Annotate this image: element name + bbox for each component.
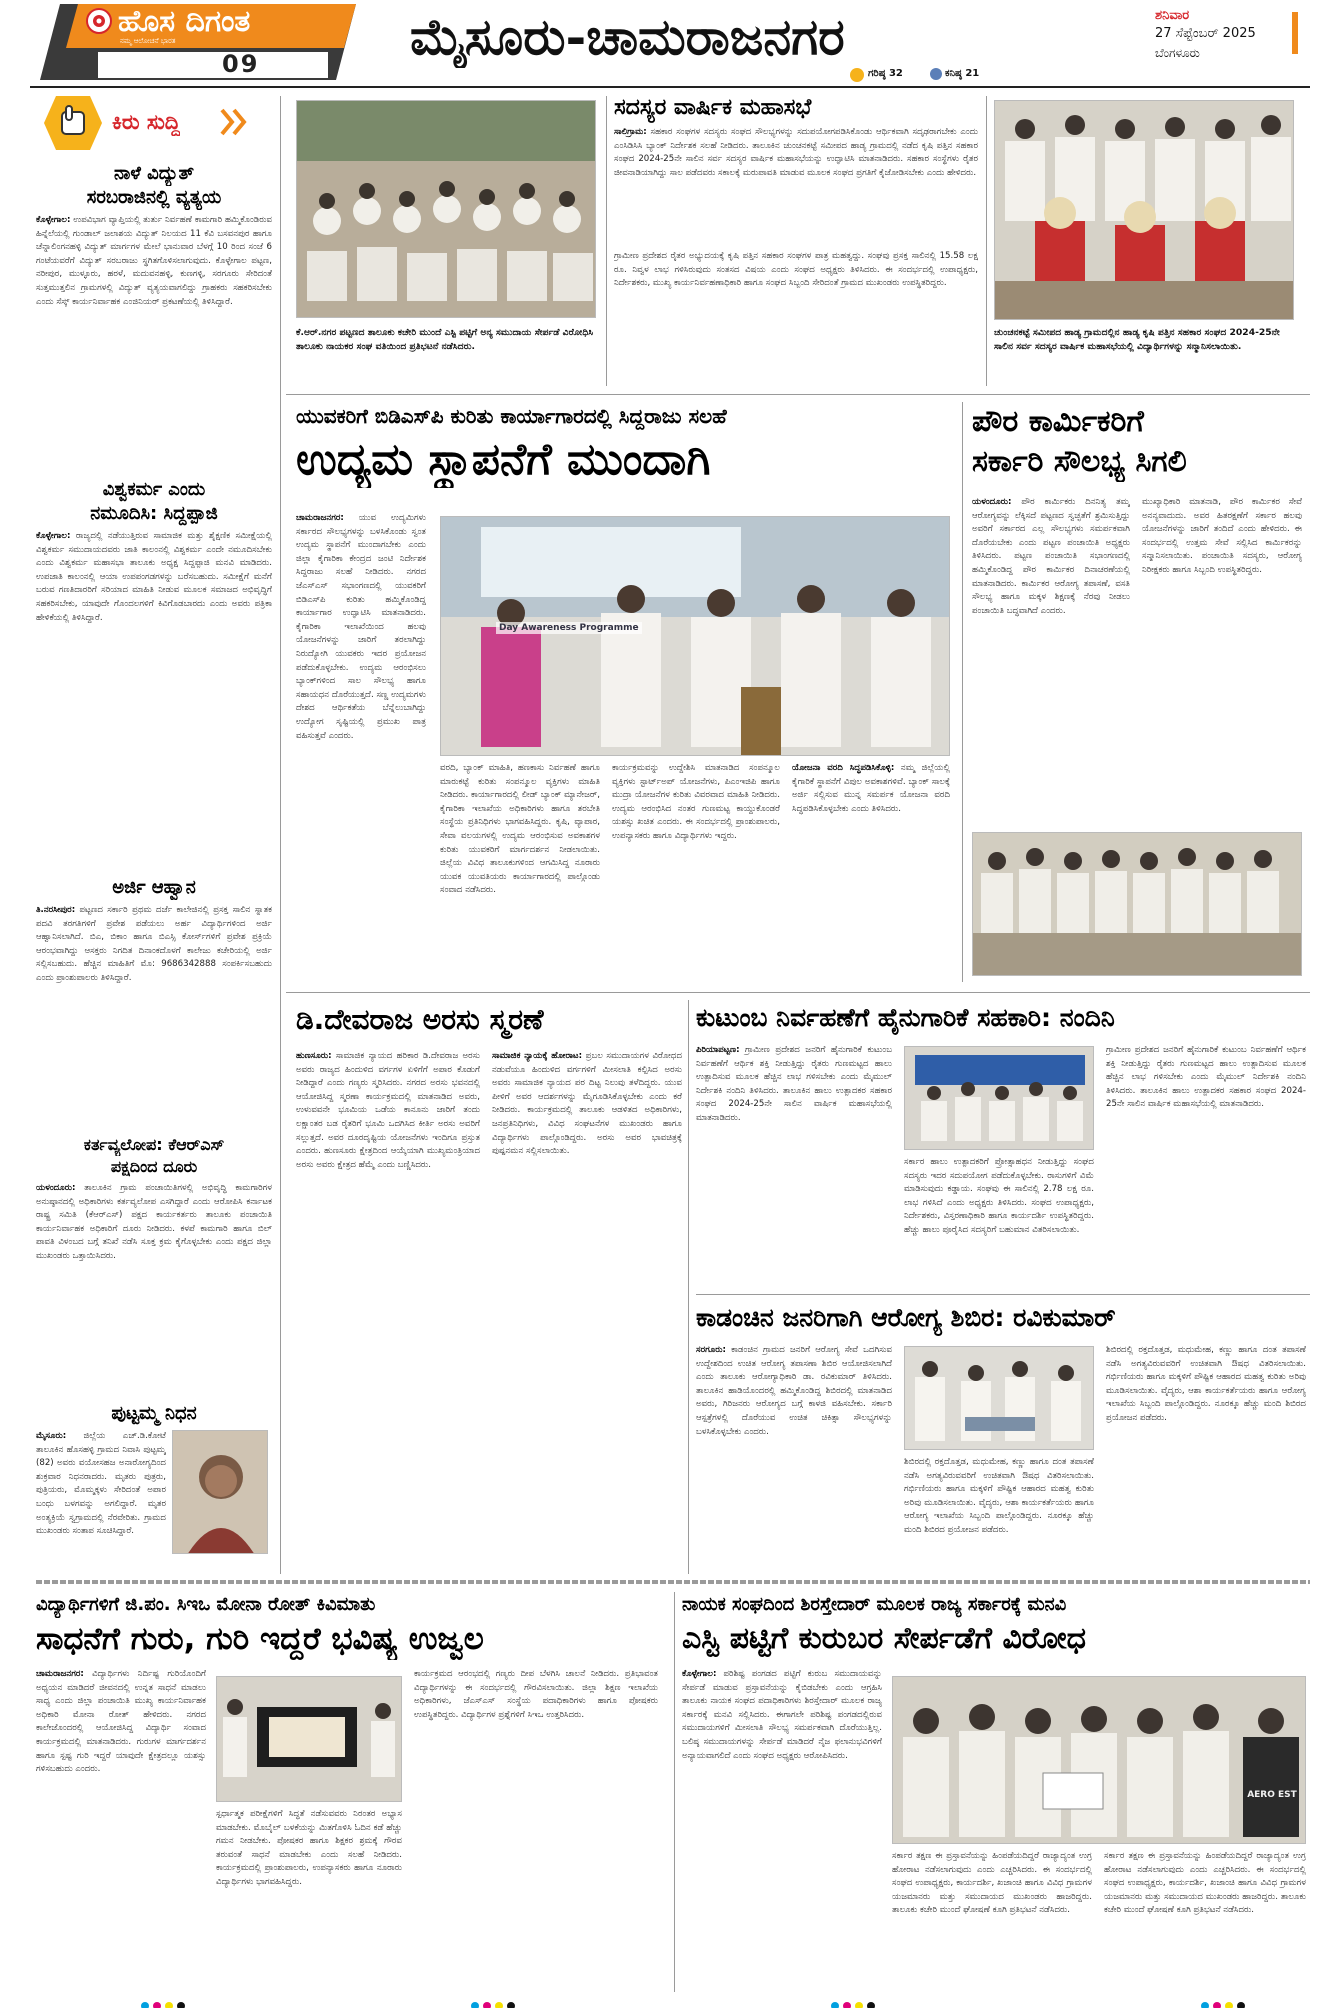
masthead-accent-bar: [1292, 12, 1298, 54]
story-body-text: ಶಿಬಿರದಲ್ಲಿ ರಕ್ತದೊತ್ತಡ, ಮಧುಮೇಹ, ಕಣ್ಣು ಹಾಗೂ ದಂತ ತಪಾಸಣೆ ನಡೆಸಿ ಅಗತ್ಯವಿರುವವರಿಗೆ ಉಚಿತವಾಗಿ ಔಷಧ ವಿತರಿಸಲಾಯಿತು. ಗರ್ಭಿಣಿಯರು ಹಾಗೂ ಮಕ್ಕಳಿಗೆ ಪೌಷ್ಟಿಕ ಆಹಾರದ ಮಹತ್ವ ಕುರಿತು ಅರಿವು ಮೂಡಿಸಲಾಯಿತು. ವೈದ್ಯರು, ಆಶಾ ಕಾರ್ಯಕರ್ತೆಯರು ಹಾಗೂ ಆರೋಗ್ಯ ಇಲಾಖೆಯ ಸಿಬ್ಬಂದಿ ಪಾಲ್ಗೊಂಡಿದ್ದರು. ನೂರಕ್ಕೂ ಹೆಚ್ಚು ಮಂದಿ ಶಿಬಿರದ ಪ್ರಯೋಜನ ಪಡೆದರು.: [904, 1457, 1094, 1535]
story-body-text: ಗ್ರಾಮೀಣ ಪ್ರದೇಶದ ಜನರಿಗೆ ಹೈನುಗಾರಿಕೆ ಕುಟುಂಬ ನಿರ್ವಹಣೆಗೆ ಆರ್ಥಿಕ ಶಕ್ತಿ ನೀಡುತ್ತಿದ್ದು ರೈತರು ಗುಣಮಟ್ಟದ ಹಾಲು ಉತ್ಪಾದಿಸುವ ಮೂಲಕ ಹೆಚ್ಚಿನ ಲಾಭ ಗಳಿಸಬೇಕು ಎಂದು ಮೈಮುಲ್ ನಿರ್ದೇಶಕಿ ನಂದಿನಿ ತಿಳಿಸಿದರು. ತಾಲೂಕಿನ ಹಾಲು ಉತ್ಪಾದಕರ ಸಹಕಾರ ಸಂಘದ 2024-25ನೇ ಸಾಲಿನ ವಾರ್ಷಿಕ ಮಹಾಸಭೆಯಲ್ಲಿ ಮಾತನಾಡಿದರು.: [1106, 1045, 1306, 1110]
story-body-text: ಕಾರ್ಯಕ್ರಮದ ಆರಂಭದಲ್ಲಿ ಗಣ್ಯರು ದೀಪ ಬೆಳಗಿಸಿ ಚಾಲನೆ ನೀಡಿದರು. ಪ್ರತಿಭಾವಂತ ವಿದ್ಯಾರ್ಥಿಗಳನ್ನು ಈ ಸಂದರ್ಭದಲ್ಲಿ ಗೌರವಿಸಲಾಯಿತು. ಜಿಲ್ಲಾ ಶಿಕ್ಷಣ ಇಲಾಖೆಯ ಅಧಿಕಾರಿಗಳು, ಜೆಎಸ್ಎಸ್ ಸಂಸ್ಥೆಯ ಪದಾಧಿಕಾರಿಗಳು ಹಾಗೂ ಪೋಷಕರು ಉಪಸ್ಥಿತರಿದ್ದರು. ವಿದ್ಯಾರ್ಥಿಗಳ ಪ್ರಶ್ನೆಗಳಿಗೆ ಸಿಇಒ ಉತ್ತರಿಸಿದರು.: [414, 1669, 658, 1720]
dateline: ಕೊಳ್ಳೇಗಾಲ:: [36, 215, 71, 225]
dateline: ಸರಗೂರು:: [696, 1345, 726, 1355]
workers-photo: [972, 832, 1302, 976]
story-body-text: ಸರ್ಕಾರ ಹಾಲು ಉತ್ಪಾದಕರಿಗೆ ಪ್ರೋತ್ಸಾಹಧನ ನೀಡುತ್ತಿದ್ದು ಸಂಘದ ಸದಸ್ಯರು ಇದರ ಸದುಪಯೋಗ ಪಡೆದುಕೊಳ್ಳಬೇಕು. ರಾಸುಗಳಿಗೆ ವಿಮೆ ಮಾಡಿಸುವುದು ಕಡ್ಡಾಯ. ಸಂಘವು ಈ ಸಾಲಿನಲ್ಲಿ 2.78 ಲಕ್ಷ ರೂ. ಲಾಭ ಗಳಿಸಿದೆ ಎಂದು ಅಧ್ಯಕ್ಷರು ತಿಳಿಸಿದರು. ಸಂಘದ ಉಪಾಧ್ಯಕ್ಷರು, ನಿರ್ದೇಶಕರು, ವಿಸ್ತರಣಾಧಿಕಾರಿ ಹಾಗೂ ಕಾರ್ಯದರ್ಶಿ ಉಪಸ್ಥಿತರಿದ್ದರು. ಹೆಚ್ಚು ಹಾಲು ಪೂರೈಸಿದ ಸದಸ್ಯರಿಗೆ ಬಹುಮಾನ ವಿತರಿಸಲಾಯಿತು.: [904, 1157, 1094, 1235]
dateline: ಹುಣಸೂರು:: [296, 1051, 332, 1061]
registration-marks-left: [140, 1996, 200, 2006]
dateline: ಯಳಂದೂರು:: [972, 497, 1012, 507]
story-body-text: ಗ್ರಾಮೀಣ ಪ್ರದೇಶದ ರೈತರ ಅಭ್ಯುದಯಕ್ಕೆ ಕೃಷಿ ಪತ್ತಿನ ಸಹಕಾರ ಸಂಘಗಳ ಪಾತ್ರ ಮಹತ್ವದ್ದು. ಸಂಘವು ಪ್ರಸಕ್ತ ಸಾಲಿನಲ್ಲಿ 15.58 ಲಕ್ಷ ರೂ. ನಿವ್ವಳ ಲಾಭ ಗಳಿಸಿರುವುದು ಸಂತಸದ ವಿಷಯ ಎಂದು ಸಂಘದ ಅಧ್ಯಕ್ಷರು ತಿಳಿಸಿದರು. ಈ ಸಂದರ್ಭದಲ್ಲಿ ಉಪಾಧ್ಯಕ್ಷರು, ನಿರ್ದೇಶಕರು, ಮುಖ್ಯ ಕಾರ್ಯನಿರ್ವಹಣಾಧಿಕಾರಿ ಹಾಗೂ ಸಂಘದ ಸಿಬ್ಬಂದಿ ಸೇರಿದಂತೆ ಗ್ರಾಮದ ಮುಖಂಡರು ಉಪಸ್ಥಿತರಿದ್ದರು.: [614, 251, 978, 289]
felicitation-photo: [994, 100, 1294, 320]
story-body: [682, 1668, 882, 1984]
kiru-item-body: ಉಪವಿಭಾಗ ವ್ಯಾಪ್ತಿಯಲ್ಲಿ ತುರ್ತು ನಿರ್ವಹಣೆ ಕಾಮಗಾರಿ ಹಮ್ಮಿಕೊಂಡಿರುವ ಹಿನ್ನೆಲೆಯಲ್ಲಿ ಗುಂಡಾಲ್ ಜಲಾಶಯ ವಿದ್ಯುತ್ ನಿಲಯದ 11 ಕೆವಿ ಬಸವನಪುರ ಹಾಗೂ ಚೆನ್ನಾಲಿಂಗನಹಳ್ಳಿ ವಿದ್ಯುತ್ ಮಾರ್ಗಗಳ ಮೇಲೆ ಭಾನುವಾರ ಬೆಳಗ್ಗೆ 10 ರಿಂದ ಸಂಜೆ 6 ಗಂಟೆಯವರೆಗೆ ವಿದ್ಯುತ್ ಸರಬರಾಜು ಸ್ಥಗಿತಗೊಳಿಸಲಾಗುವುದು. ಕೊಳ್ಳೇಗಾಲ ಪಟ್ಟಣ, ನರೀಪುರ, ಮುಳ್ಳೂರು, ಹರಳೆ, ಮದುವನಹಳ್ಳಿ, ಕುಣಗಳ್ಳಿ, ಸರಗೂರು ಸೇರಿದಂತೆ ಸುತ್ತಮುತ್ತಲಿನ ಗ್ರಾಮಗಳಲ್ಲಿ ವಿದ್ಯುತ್ ವ್ಯತ್ಯಯವಾಗಲಿದ್ದು ಗ್ರಾಹಕರು ಸಹಕರಿಸಬೇಕು ಎಂದು ಸೆಸ್ಕ್ ಕಾರ್ಯನಿರ್ವಾಹಕ ಎಂಜಿನಿಯರ್ ಪ್ರಕಟಣೆಯಲ್ಲಿ ತಿಳಿಸಿದ್ದಾರೆ.: [36, 215, 272, 307]
kiru-item-4: [36, 1134, 272, 1396]
sun-icon: [850, 68, 864, 82]
kiru-item-5: [36, 1402, 272, 1574]
story-body: [612, 762, 780, 978]
story-headline: ಉದ್ಯಮ ಸ್ಥಾಪನೆಗೆ ಮುಂದಾಗಿ: [296, 434, 711, 485]
story-body-text: ಸಹಕಾರ ಸಂಘಗಳ ಸದಸ್ಯರು ಸಂಘದ ಸೌಲಭ್ಯಗಳನ್ನು ಸದುಪಯೋಗಪಡಿಸಿಕೊಂಡು ಆರ್ಥಿಕವಾಗಿ ಸದೃಢರಾಗಬೇಕು ಎಂದು ಎಂಸಿಡಿಸಿಸಿ ಬ್ಯಾಂಕ್ ನಿರ್ದೇಶಕ ಸಲಹೆ ನೀಡಿದರು. ತಾಲೂಕಿನ ಚುಂಚನಕಟ್ಟೆ ಸಮೀಪದ ಹಾಡ್ಯ ಗ್ರಾಮದಲ್ಲಿ ನಡೆದ ಕೃಷಿ ಪತ್ತಿನ ಸಹಕಾರ ಸಂಘದ 2024-25ನೇ ಸಾಲಿನ ಸರ್ವ ಸದಸ್ಯರ ವಾರ್ಷಿಕ ಮಹಾಸಭೆಯನ್ನು ಉದ್ಘಾಟಿಸಿ ಮಾತನಾಡಿದರು. ಸಹಕಾರ ಸಂಸ್ಥೆಗಳು ರೈತರ ಜೀವನಾಡಿಯಾಗಿದ್ದು ಸಾಲ ಪಡೆದವರು ಸಕಾಲಕ್ಕೆ ಮರುಪಾವತಿ ಮಾಡುವ ಮೂಲಕ ಸಂಘದ ಪ್ರಗತಿಗೆ ಕೈಜೋಡಿಸಬೇಕು ಎಂದು ಹೇಳಿದರು.: [614, 127, 978, 178]
kiru-item-2: [36, 478, 272, 870]
story-body: [696, 1344, 892, 1570]
row-divider: [286, 992, 1310, 993]
story-body: [296, 512, 426, 978]
memorandum-photo: [892, 1676, 1306, 1844]
story-body: [296, 1050, 480, 1570]
masthead-rule: [30, 86, 1310, 88]
protest-photo: [296, 100, 596, 318]
story-body-text: ನಮ್ಮ ಜಿಲ್ಲೆಯಲ್ಲಿ ಕೈಗಾರಿಕೆ ಸ್ಥಾಪನೆಗೆ ವಿಪುಲ ಅವಕಾಶಗಳಿವೆ. ಬ್ಯಾಂಕ್ ಸಾಲಕ್ಕೆ ಅರ್ಜಿ ಸಲ್ಲಿಸುವ ಮುನ್ನ ಸಮರ್ಪಕ ಯೋಜನಾ ವರದಿ ಸಿದ್ಧಪಡಿಸಿಕೊಳ್ಳಬೇಕು ಎಂದು ತಿಳಿಸಿದರು.: [792, 763, 950, 814]
kiru-item-text: [36, 1430, 166, 1570]
kiru-item-body: ರಾಜ್ಯದಲ್ಲಿ ನಡೆಯುತ್ತಿರುವ ಸಾಮಾಜಿಕ ಮತ್ತು ಶೈಕ್ಷಣಿಕ ಸಮೀಕ್ಷೆಯಲ್ಲಿ ವಿಶ್ವಕರ್ಮ ಸಮುದಾಯದವರು ಜಾತಿ ಕಾಲಂನಲ್ಲಿ ವಿಶ್ವಕರ್ಮ ಎಂದೇ ನಮೂದಿಸಬೇಕು ಎಂದು ವಿಶ್ವಕರ್ಮ ಮಹಾಸಭಾ ತಾಲೂಕು ಅಧ್ಯಕ್ಷ ಸಿದ್ದಪ್ಪಾಜಿ ಮನವಿ ಮಾಡಿದರು. ಉಪಜಾತಿ ಕಾಲಂನಲ್ಲಿ ಆಯಾ ಉಪಪಂಗಡಗಳನ್ನು ಬರೆಸಬಹುದು. ಸಮೀಕ್ಷೆಗೆ ಮನೆಗೆ ಬರುವ ಗಣತಿದಾರರಿಗೆ ಸರಿಯಾದ ಮಾಹಿತಿ ನೀಡುವ ಮೂಲಕ ಸಮಾಜದ ಅಭಿವೃದ್ಧಿಗೆ ಸಹಕರಿಸಬೇಕು, ಯಾವುದೇ ಗೊಂದಲಗಳಿಗೆ ಕಿವಿಗೊಡಬಾರದು ಎಂದು ಅವರು ಪತ್ರಿಕಾ ಹೇಳಿಕೆಯಲ್ಲಿ ತಿಳಿಸಿದ್ದಾರೆ.: [36, 531, 272, 623]
subhead: ಯೋಜನಾ ವರದಿ ಸಿದ್ಧಪಡಿಸಿಕೊಳ್ಳಿ:: [792, 763, 895, 773]
story-body-text: ಸರ್ಕಾರ ತಕ್ಷಣ ಈ ಪ್ರಸ್ತಾವನೆಯನ್ನು ಹಿಂಪಡೆಯದಿದ್ದರೆ ರಾಜ್ಯಾದ್ಯಂತ ಉಗ್ರ ಹೋರಾಟ ನಡೆಸಲಾಗುವುದು ಎಂದು ಎಚ್ಚರಿಸಿದರು. ಈ ಸಂದರ್ಭದಲ್ಲಿ ಸಂಘದ ಉಪಾಧ್ಯಕ್ಷರು, ಕಾರ್ಯದರ್ಶಿ, ಖಜಾಂಚಿ ಹಾಗೂ ವಿವಿಧ ಗ್ರಾಮಗಳ ಯಜಮಾನರು ಮತ್ತು ಸಮುದಾಯದ ಮುಖಂಡರು ಹಾಜರಿದ್ದರು. ತಾಲೂಕು ಕಚೇರಿ ಮುಂದೆ ಘೋಷಣೆ ಕೂಗಿ ಪ್ರತಿಭಟನೆ ನಡೆಸಿದರು.: [1104, 1851, 1306, 1916]
story-headline: ಕಾಡಂಚಿನ ಜನರಿಗಾಗಿ ಆರೋಗ್ಯ ಶಿಬಿರ: ರವಿಕುಮಾರ್: [696, 1303, 1116, 1332]
registration-marks-right: [1200, 1996, 1260, 2006]
kiru-item-body: ಜಿಲ್ಲೆಯ ಎಚ್.ಡಿ.ಕೋಟೆ ತಾಲೂಕಿನ ಹೊಸಹಳ್ಳಿ ಗ್ರಾಮದ ನಿವಾಸಿ ಪುಟ್ಟಮ್ಮ (82) ಅವರು ವಯೋಸಹಜ ಅನಾರೋಗ್ಯದಿಂದ ಶುಕ್ರವಾರ ನಿಧನರಾದರು. ಮೃತರು ಪುತ್ರರು, ಪುತ್ರಿಯರು, ಮೊಮ್ಮಕ್ಕಳು ಸೇರಿದಂತೆ ಅಪಾರ ಬಂಧು ಬಳಗವನ್ನು ಅಗಲಿದ್ದಾರೆ. ಮೃತರ ಅಂತ್ಯಕ್ರಿಯೆ ಸ್ವಗ್ರಾಮದಲ್ಲಿ ನೆರವೇರಿತು. ಗ್ರಾಮದ ಮುಖಂಡರು ಸಂತಾಪ ಸೂಚಿಸಿದ್ದಾರೆ.: [36, 1431, 166, 1537]
story-body-text: ಯುವ ಉದ್ಯಮಿಗಳು ಸರ್ಕಾರದ ಸೌಲಭ್ಯಗಳನ್ನು ಬಳಸಿಕೊಂಡು ಸ್ವಂತ ಉದ್ಯಮ ಸ್ಥಾಪನೆಗೆ ಮುಂದಾಗಬೇಕು ಎಂದು ಜಿಲ್ಲಾ ಕೈಗಾರಿಕಾ ಕೇಂದ್ರದ ಜಂಟಿ ನಿರ್ದೇಶಕ ಸಿದ್ದರಾಜು ಸಲಹೆ ನೀಡಿದರು. ನಗರದ ಜೆಎಸ್ಎಸ್ ಸಭಾಂಗಣದಲ್ಲಿ ಯುವಕರಿಗೆ ಬಿಡಿಎಸ್‌ಪಿ ಕುರಿತು ಹಮ್ಮಿಕೊಂಡಿದ್ದ ಕಾರ್ಯಾಗಾರ ಉದ್ಘಾಟಿಸಿ ಮಾತನಾಡಿದರು. ಕೈಗಾರಿಕಾ ಇಲಾಖೆಯಿಂದ ಹಲವು ಯೋಜನೆಗಳನ್ನು ಜಾರಿಗೆ ತರಲಾಗಿದ್ದು ನಿರುದ್ಯೋಗಿ ಯುವಕರು ಇದರ ಪ್ರಯೋಜನ ಪಡೆದುಕೊಳ್ಳಬೇಕು. ಉದ್ಯಮ ಆರಂಭಿಸಲು ಬ್ಯಾಂಕ್‌ಗಳಿಂದ ಸಾಲ ಸೌಲಭ್ಯ ಹಾಗೂ ಸಹಾಯಧನ ದೊರೆಯುತ್ತದೆ. ಸಣ್ಣ ಉದ್ಯಮಗಳು ದೇಶದ ಆರ್ಥಿಕತೆಯ ಬೆನ್ನೆಲುಬಾಗಿದ್ದು ಉದ್ಯೋಗ ಸೃಷ್ಟಿಯಲ್ಲಿ ಪ್ರಮುಖ ಪಾತ್ರ ವಹಿಸುತ್ತವೆ ಎಂದರು.: [296, 513, 426, 741]
nandini-story: [696, 1000, 1306, 1288]
story-body-text: ಸ್ಪರ್ಧಾತ್ಮಕ ಪರೀಕ್ಷೆಗಳಿಗೆ ಸಿದ್ಧತೆ ನಡೆಸುವವರು ನಿರಂತರ ಅಭ್ಯಾಸ ಮಾಡಬೇಕು. ಮೊಬೈಲ್ ಬಳಕೆಯನ್ನು ಮಿತಗೊಳಿಸಿ ಓದಿನ ಕಡೆ ಹೆಚ್ಚು ಗಮನ ನೀಡಬೇಕು. ಪೋಷಕರ ಹಾಗೂ ಶಿಕ್ಷಕರ ಶ್ರಮಕ್ಕೆ ಗೌರವ ತರುವಂತೆ ಸಾಧನೆ ಮಾಡಬೇಕು ಎಂದು ಸಲಹೆ ನೀಡಿದರು. ಕಾರ್ಯಕ್ರಮದಲ್ಲಿ ಪ್ರಾಂಶುಪಾಲರು, ಉಪನ್ಯಾಸಕರು ಹಾಗೂ ನೂರಾರು ವಿದ್ಯಾರ್ಥಿಗಳು ಭಾಗವಹಿಸಿದ್ದರು.: [216, 1809, 402, 1887]
story-body: [1106, 1344, 1306, 1570]
kiru-suddi-badge: [42, 94, 252, 152]
masthead-city: ಬೆಂಗಳೂರು: [1155, 46, 1200, 60]
column-divider: [688, 1000, 689, 1574]
story-headline: ಎಸ್ಟಿ ಪಟ್ಟಿಗೆ ಕುರುಬರ ಸೇರ್ಪಡೆಗೆ ವಿರೋಧ: [682, 1621, 1087, 1656]
dateline: ಸಾಲಿಗ್ರಾಮ:: [614, 127, 647, 137]
story-body-text: ಮುಖ್ಯಾಧಿಕಾರಿ ಮಾತನಾಡಿ, ಪೌರ ಕಾರ್ಮಿಕರ ಸೇವೆ ಅನನ್ಯವಾದುದು. ಅವರ ಹಿತರಕ್ಷಣೆಗೆ ಸರ್ಕಾರ ಹಲವು ಯೋಜನೆಗಳನ್ನು ಜಾರಿಗೆ ತಂದಿದೆ ಎಂದು ಹೇಳಿದರು. ಈ ಸಂದರ್ಭದಲ್ಲಿ ಉತ್ತಮ ಸೇವೆ ಸಲ್ಲಿಸಿದ ಕಾರ್ಮಿಕರನ್ನು ಸನ್ಮಾನಿಸಲಾಯಿತು. ಪಂಚಾಯಿತಿ ಸದಸ್ಯರು, ಆರೋಗ್ಯ ನಿರೀಕ್ಷಕರು ಹಾಗೂ ಸಿಬ್ಬಂದಿ ಉಪಸ್ಥಿತರಿದ್ದರು.: [1142, 497, 1302, 575]
registration-marks-mid-right: [830, 1996, 890, 2006]
weather-min: ಕನಿಷ್ಠ 21: [945, 68, 980, 79]
story-body: [414, 1668, 658, 1984]
kiru-item-title: ವಿಶ್ವಕರ್ಮ ಎಂದು: [102, 479, 206, 500]
weather-max: ಗರಿಷ್ಠ 32: [868, 68, 903, 79]
registration-marks-mid-left: [470, 1996, 530, 2006]
story-body: [216, 1808, 402, 1984]
column-divider: [606, 96, 607, 386]
dateline: ಕೊಳ್ಳೇಗಾಲ:: [682, 1669, 717, 1679]
story-body-text: ಸರ್ಕಾರ ತಕ್ಷಣ ಈ ಪ್ರಸ್ತಾವನೆಯನ್ನು ಹಿಂಪಡೆಯದಿದ್ದರೆ ರಾಜ್ಯಾದ್ಯಂತ ಉಗ್ರ ಹೋರಾಟ ನಡೆಸಲಾಗುವುದು ಎಂದು ಎಚ್ಚರಿಸಿದರು. ಈ ಸಂದರ್ಭದಲ್ಲಿ ಸಂಘದ ಉಪಾಧ್ಯಕ್ಷರು, ಕಾರ್ಯದರ್ಶಿ, ಖಜಾಂಚಿ ಹಾಗೂ ವಿವಿಧ ಗ್ರಾಮಗಳ ಯಜಮಾನರು ಮತ್ತು ಸಮುದಾಯದ ಮುಖಂಡರು ಹಾಜರಿದ್ದರು. ತಾಲೂಕು ಕಚೇರಿ ಮುಂದೆ ಘೋಷಣೆ ಕೂಗಿ ಪ್ರತಿಭಟನೆ ನಡೆಸಿದರು.: [892, 1851, 1092, 1916]
story-body: [892, 1850, 1092, 1984]
story-headline: ಕುಟುಂಬ ನಿರ್ವಹಣೆಗೆ ಹೈನುಗಾರಿಕೆ ಸಹಕಾರಿ: ನಂದಿನಿ: [696, 1003, 1115, 1032]
kiru-suddi-label: ಕಿರು ಸುದ್ದಿ: [112, 110, 181, 134]
story-body: [904, 1156, 1094, 1284]
protest-photo-caption: ಕೆ.ಆರ್.ನಗರ ಪಟ್ಟಣದ ತಾಲೂಕು ಕಚೇರಿ ಮುಂದೆ ಎಸ್ಟಿ ಪಟ್ಟಿಗೆ ಅನ್ಯ ಸಮುದಾಯ ಸೇರ್ಪಡೆ ವಿರೋಧಿಸಿ ತಾಲೂಕು ನಾಯಕರ ಸಂಘ ವತಿಯಿಂದ ಪ್ರತಿಭಟನೆ ನಡೆಸಿದರು.: [296, 327, 594, 352]
masthead-date: 27 ಸೆಪ್ಟೆಂಬರ್ 2025: [1155, 26, 1256, 41]
story-body-text: ಸಾಮಾಜಿಕ ನ್ಯಾಯದ ಹರಿಕಾರ ಡಿ.ದೇವರಾಜ ಅರಸು ಅವರು ರಾಜ್ಯದ ಹಿಂದುಳಿದ ವರ್ಗಗಳ ಏಳಿಗೆಗೆ ಅಪಾರ ಕೊಡುಗೆ ನೀಡಿದ್ದಾರೆ ಎಂದು ಗಣ್ಯರು ಸ್ಮರಿಸಿದರು. ನಗರದ ಅರಸು ಭವನದಲ್ಲಿ ಆಯೋಜಿಸಿದ್ದ ಸ್ಮರಣಾ ಕಾರ್ಯಕ್ರಮದಲ್ಲಿ ಮಾತನಾಡಿದ ಅವರು, ಉಳುವವನೇ ಭೂಮಿಯ ಒಡೆಯ ಕಾನೂನು ಜಾರಿಗೆ ತಂದು ಲಕ್ಷಾಂತರ ಬಡ ರೈತರಿಗೆ ಭೂಮಿ ಒದಗಿಸಿದ ಕೀರ್ತಿ ಅರಸು ಅವರಿಗೆ ಸಲ್ಲುತ್ತದೆ. ಅವರ ದೂರದೃಷ್ಟಿಯ ಯೋಜನೆಗಳು ಇಂದಿಗೂ ಪ್ರಸ್ತುತ ಎಂದರು. ಹುಣಸೂರು ಕ್ಷೇತ್ರದಿಂದ ಆಯ್ಕೆಯಾಗಿ ಮುಖ್ಯಮಂತ್ರಿಯಾದ ಅರಸು ಅವರು ಕ್ಷೇತ್ರದ ಹೆಮ್ಮೆ ಎಂದು ಬಣ್ಣಿಸಿದರು.: [296, 1051, 480, 1170]
story-body-text: ವಿದ್ಯಾರ್ಥಿಗಳು ನಿರ್ದಿಷ್ಟ ಗುರಿಯೊಂದಿಗೆ ಅಧ್ಯಯನ ಮಾಡಿದರೆ ಜೀವನದಲ್ಲಿ ಉನ್ನತ ಸಾಧನೆ ಮಾಡಲು ಸಾಧ್ಯ ಎಂದು ಜಿಲ್ಲಾ ಪಂಚಾಯಿತಿ ಮುಖ್ಯ ಕಾರ್ಯನಿರ್ವಾಹಕ ಅಧಿಕಾರಿ ಮೋನಾ ರೋತ್ ಹೇಳಿದರು. ನಗರದ ಕಾಲೇಜೊಂದರಲ್ಲಿ ಆಯೋಜಿಸಿದ್ದ ವಿದ್ಯಾರ್ಥಿ ಸಂವಾದ ಕಾರ್ಯಕ್ರಮದಲ್ಲಿ ಮಾತನಾಡಿದರು. ಗುರುಗಳ ಮಾರ್ಗದರ್ಶನ ಹಾಗೂ ಸ್ಪಷ್ಟ ಗುರಿ ಇದ್ದರೆ ಯಾವುದೇ ಕ್ಷೇತ್ರದಲ್ಲೂ ಯಶಸ್ಸು ಗಳಿಸಬಹುದು ಎಂದರು.: [36, 1669, 206, 1775]
story-body: [1142, 496, 1302, 822]
column-divider: [986, 96, 987, 386]
story-body: [440, 762, 600, 978]
story-kicker: ನಾಯಕ ಸಂಘದಿಂದ ಶಿರಸ್ತೇದಾರ್ ಮೂಲಕ ರಾಜ್ಯ ಸರ್ಕಾರಕ್ಕೆ ಮನವಿ: [682, 1594, 1067, 1615]
obituary-portrait: [172, 1430, 268, 1554]
dateline: ಚಾಮರಾಜನಗರ:: [36, 1669, 84, 1679]
dateline: ಚಾಮರಾಜನಗರ:: [296, 513, 344, 523]
masthead-logo-text: ಹೊಸ ದಿಗಂತ: [118, 4, 251, 39]
health-camp-photo: [904, 1346, 1094, 1450]
story-body: [696, 1044, 892, 1284]
story-body-text: ಕಾಡಂಚಿನ ಗ್ರಾಮದ ಜನರಿಗೆ ಆರೋಗ್ಯ ಸೇವೆ ಒದಗಿಸುವ ಉದ್ದೇಶದಿಂದ ಉಚಿತ ಆರೋಗ್ಯ ತಪಾಸಣಾ ಶಿಬಿರ ಆಯೋಜಿಸಲಾಗಿದೆ ಎಂದು ತಾಲೂಕು ಆರೋಗ್ಯಾಧಿಕಾರಿ ಡಾ. ರವಿಕುಮಾರ್ ತಿಳಿಸಿದರು. ತಾಲೂಕಿನ ಹಾಡಿಯೊಂದರಲ್ಲಿ ಹಮ್ಮಿಕೊಂಡಿದ್ದ ಶಿಬಿರದಲ್ಲಿ ಮಾತನಾಡಿದ ಅವರು, ಗಿರಿಜನರು ಆರೋಗ್ಯದ ಬಗ್ಗೆ ಕಾಳಜಿ ವಹಿಸಬೇಕು. ಸರ್ಕಾರಿ ಆಸ್ಪತ್ರೆಗಳಲ್ಲಿ ದೊರೆಯುವ ಉಚಿತ ಚಿಕಿತ್ಸಾ ಸೌಲಭ್ಯಗಳನ್ನು ಬಳಸಿಕೊಳ್ಳಬೇಕು ಎಂದರು.: [696, 1345, 892, 1437]
kiru-item-body: ತಾಲೂಕಿನ ಗ್ರಾಮ ಪಂಚಾಯಿತಿಗಳಲ್ಲಿ ಅಭಿವೃದ್ಧಿ ಕಾಮಗಾರಿಗಳ ಅನುಷ್ಠಾನದಲ್ಲಿ ಅಧಿಕಾರಿಗಳು ಕರ್ತವ್ಯಲೋಪ ಎಸಗಿದ್ದಾರೆ ಎಂದು ಆರೋಪಿಸಿ ಕರ್ನಾಟಕ ರಾಷ್ಟ್ರ ಸಮಿತಿ (ಕೆಆರ್‌ಎಸ್) ಪಕ್ಷದ ಕಾರ್ಯಕರ್ತರು ತಾಲೂಕು ಪಂಚಾಯಿತಿ ಕಾರ್ಯನಿರ್ವಾಹಕ ಅಧಿಕಾರಿಗೆ ದೂರು ನೀಡಿದರು. ಕಳಪೆ ಕಾಮಗಾರಿ ಹಾಗೂ ಬಿಲ್ ಪಾವತಿ ವಿಳಂಬದ ಬಗ್ಗೆ ತನಿಖೆ ನಡೆಸಿ ಸೂಕ್ತ ಕ್ರಮ ಕೈಗೊಳ್ಳಬೇಕು ಎಂದು ಪಕ್ಷದ ಜಿಲ್ಲಾ ಮುಖಂಡರು ಒತ್ತಾಯಿಸಿದರು.: [36, 1183, 272, 1261]
story-body: [492, 1050, 682, 1570]
kiru-item-title: ಪುಟ್ಟಮ್ಮ ನಿಧನ: [111, 1403, 197, 1424]
section-title: ಮೈಸೂರು-ಚಾಮರಾಜನಗರ: [410, 7, 845, 66]
row-divider: [286, 394, 1310, 395]
student-interaction-photo: [216, 1676, 402, 1802]
dateline: ಮೈಸೂರು:: [36, 1431, 67, 1441]
kiru-item-title: ನಮೂದಿಸಿ: ಸಿದ್ದಪ್ಪಾಜಿ: [90, 503, 218, 524]
moon-icon: [930, 68, 942, 80]
story-body-text: ಪೌರ ಕಾರ್ಮಿಕರು ದಿನನಿತ್ಯ ತಮ್ಮ ಆರೋಗ್ಯವನ್ನು ಲೆಕ್ಕಿಸದೆ ಪಟ್ಟಣದ ಸ್ವಚ್ಛತೆಗೆ ಶ್ರಮಿಸುತ್ತಿದ್ದು ಅವರಿಗೆ ಸರ್ಕಾರದ ಎಲ್ಲ ಸೌಲಭ್ಯಗಳು ಸಮರ್ಪಕವಾಗಿ ದೊರೆಯಬೇಕು ಎಂದು ಪಟ್ಟಣ ಪಂಚಾಯಿತಿ ಅಧ್ಯಕ್ಷರು ತಿಳಿಸಿದರು. ಪಟ್ಟಣ ಪಂಚಾಯಿತಿ ಸಭಾಂಗಣದಲ್ಲಿ ಹಮ್ಮಿಕೊಂಡಿದ್ದ ಪೌರ ಕಾರ್ಮಿಕರ ದಿನಾಚರಣೆಯಲ್ಲಿ ಮಾತನಾಡಿದರು. ಕಾರ್ಮಿಕರ ಆರೋಗ್ಯ ತಪಾಸಣೆ, ವಸತಿ ಸೌಲಭ್ಯ ಹಾಗೂ ಮಕ್ಕಳ ಶಿಕ್ಷಣಕ್ಕೆ ನೆರವು ನೀಡಲು ಪಂಚಾಯಿತಿ ಬದ್ಧವಾಗಿದೆ ಎಂದರು.: [972, 497, 1130, 616]
kiru-suddi-column: [36, 94, 272, 1574]
story-body: [614, 250, 978, 384]
story-kicker: ವಿದ್ಯಾರ್ಥಿಗಳಿಗೆ ಜಿ.ಪಂ. ಸಿಇಒ ಮೋನಾ ರೋತ್ ಕಿವಿಮಾತು: [36, 1594, 376, 1615]
story-body: [904, 1456, 1094, 1570]
story-body-text: ವರದಿ, ಬ್ಯಾಂಕ್ ಮಾಹಿತಿ, ಹಣಕಾಸು ನಿರ್ವಹಣೆ ಹಾಗೂ ಮಾರುಕಟ್ಟೆ ಕುರಿತು ಸಂಪನ್ಮೂಲ ವ್ಯಕ್ತಿಗಳು ಮಾಹಿತಿ ನೀಡಿದರು. ಕಾರ್ಯಾಗಾರದಲ್ಲಿ ಲೀಡ್ ಬ್ಯಾಂಕ್ ಮ್ಯಾನೇಜರ್, ಕೈಗಾರಿಕಾ ಇಲಾಖೆಯ ಅಧಿಕಾರಿಗಳು ಹಾಗೂ ತರಬೇತಿ ಸಂಸ್ಥೆಯ ಪ್ರತಿನಿಧಿಗಳು ಭಾಗವಹಿಸಿದ್ದರು. ಕೃಷಿ, ವ್ಯಾಪಾರ, ಸೇವಾ ವಲಯಗಳಲ್ಲಿ ಉದ್ಯಮ ಆರಂಭಿಸುವ ಅವಕಾಶಗಳ ಕುರಿತು ಯುವಕರಿಗೆ ಮಾರ್ಗದರ್ಶನ ನೀಡಲಾಯಿತು. ಜಿಲ್ಲೆಯ ವಿವಿಧ ತಾಲೂಕುಗಳಿಂದ ಆಗಮಿಸಿದ್ದ ನೂರಾರು ಯುವಕ ಯುವತಿಯರು ಕಾರ್ಯಾಗಾರದಲ್ಲಿ ಪಾಲ್ಗೊಂಡು ಸಂವಾದ ನಡೆಸಿದರು.: [440, 763, 600, 896]
story-headline: ಸಾಧನೆಗೆ ಗುರು, ಗುರಿ ಇದ್ದರೆ ಭವಿಷ್ಯ ಉಜ್ವಲ: [36, 1621, 484, 1657]
kiru-item-title: ಕರ್ತವ್ಯಲೋಪ: ಕೆಆರ್‌ಎಸ್: [83, 1135, 225, 1154]
workshop-photo: [440, 516, 950, 756]
dateline: ಕೊಳ್ಳೇಗಾಲ:: [36, 531, 71, 541]
kiru-item-title: ಸರಬರಾಜಿನಲ್ಲಿ ವ್ಯತ್ಯಯ: [86, 187, 222, 208]
column-divider: [674, 1592, 675, 1992]
kiru-item-body: ಪಟ್ಟಣದ ಸರ್ಕಾರಿ ಪ್ರಥಮ ದರ್ಜೆ ಕಾಲೇಜಿನಲ್ಲಿ ಪ್ರಸಕ್ತ ಸಾಲಿನ ಸ್ನಾತಕ ಪದವಿ ತರಗತಿಗಳಿಗೆ ಪ್ರವೇಶ ಪಡೆಯಲು ಅರ್ಹ ವಿದ್ಯಾರ್ಥಿಗಳಿಂದ ಅರ್ಜಿ ಆಹ್ವಾನಿಸಲಾಗಿದೆ. ಬಿಎ, ಬಿಕಾಂ ಹಾಗೂ ಬಿಎಸ್ಸಿ ಕೋರ್ಸ್‌ಗಳಿಗೆ ಪ್ರವೇಶ ಪ್ರಕ್ರಿಯೆ ಆರಂಭವಾಗಿದ್ದು ಆಸಕ್ತರು ನಿಗದಿತ ದಿನಾಂಕದೊಳಗೆ ಕಾಲೇಜು ಕಚೇರಿಯಲ್ಲಿ ಅರ್ಜಿ ಸಲ್ಲಿಸಬಹುದು. ಹೆಚ್ಚಿನ ಮಾಹಿತಿಗೆ ಮೊ: 9686342888 ಸಂಪರ್ಕಿಸಬಹುದು ಎಂದು ಪ್ರಾಂಶುಪಾಲರು ತಿಳಿಸಿದ್ದಾರೆ.: [36, 905, 272, 983]
story-body: [1104, 1850, 1306, 1984]
chevrons-icon: [220, 108, 250, 136]
kiru-item-1: [36, 162, 272, 472]
story-body-text: ಕಾರ್ಯಕ್ರಮವನ್ನು ಉದ್ದೇಶಿಸಿ ಮಾತನಾಡಿದ ಸಂಪನ್ಮೂಲ ವ್ಯಕ್ತಿಗಳು ಸ್ಟಾರ್ಟ್‌ಅಪ್ ಯೋಜನೆಗಳು, ಪಿಎಂಇಜಿಪಿ ಹಾಗೂ ಮುದ್ರಾ ಯೋಜನೆಗಳ ಕುರಿತು ವಿವರವಾದ ಮಾಹಿತಿ ನೀಡಿದರು. ಉದ್ಯಮ ಆರಂಭಿಸಿದ ನಂತರ ಗುಣಮಟ್ಟ ಕಾಯ್ದುಕೊಂಡರೆ ಯಶಸ್ಸು ಖಚಿತ ಎಂದರು. ಈ ಸಂದರ್ಭದಲ್ಲಿ ಪ್ರಾಂಶುಪಾಲರು, ಉಪನ್ಯಾಸಕರು ಹಾಗೂ ವಿದ್ಯಾರ್ಥಿಗಳು ಇದ್ದರು.: [612, 763, 780, 841]
story-body-text: ಪರಿಶಿಷ್ಟ ಪಂಗಡದ ಪಟ್ಟಿಗೆ ಕುರುಬ ಸಮುದಾಯವನ್ನು ಸೇರ್ಪಡೆ ಮಾಡುವ ಪ್ರಸ್ತಾವನೆಯನ್ನು ಕೈಬಿಡಬೇಕು ಎಂದು ಆಗ್ರಹಿಸಿ ತಾಲೂಕು ನಾಯಕ ಸಂಘದ ಪದಾಧಿಕಾರಿಗಳು ಶಿರಸ್ತೇದಾರ್ ಮೂಲಕ ರಾಜ್ಯ ಸರ್ಕಾರಕ್ಕೆ ಮನವಿ ಸಲ್ಲಿಸಿದರು. ಈಗಾಗಲೇ ಪರಿಶಿಷ್ಟ ಪಂಗಡದಲ್ಲಿರುವ ಸಮುದಾಯಗಳಿಗೆ ಮೀಸಲಾತಿ ಸೌಲಭ್ಯ ಸಮರ್ಪಕವಾಗಿ ದೊರೆಯುತ್ತಿಲ್ಲ. ಬಲಿಷ್ಠ ಸಮುದಾಯಗಳನ್ನು ಸೇರ್ಪಡೆ ಮಾಡಿದರೆ ನೈಜ ಫಲಾನುಭವಿಗಳಿಗೆ ಅನ್ಯಾಯವಾಗಲಿದೆ ಎಂದು ಸಂಘದ ಅಧ್ಯಕ್ಷರು ಆರೋಪಿಸಿದರು.: [682, 1669, 882, 1761]
masthead-logo-tagline: ನಮ್ಮ ಆಲೋಚನೆ ಭಾರತ: [120, 37, 176, 45]
kiru-item-text: [36, 214, 272, 468]
kiru-item-text: [36, 530, 272, 866]
story-body: [792, 762, 950, 978]
subhead: ಸಾಮಾಜಿಕ ನ್ಯಾಯಕ್ಕೆ ಹೋರಾಟ:: [492, 1051, 583, 1061]
story-body-text: ಶಿಬಿರದಲ್ಲಿ ರಕ್ತದೊತ್ತಡ, ಮಧುಮೇಹ, ಕಣ್ಣು ಹಾಗೂ ದಂತ ತಪಾಸಣೆ ನಡೆಸಿ ಅಗತ್ಯವಿರುವವರಿಗೆ ಉಚಿತವಾಗಿ ಔಷಧ ವಿತರಿಸಲಾಯಿತು. ಗರ್ಭಿಣಿಯರು ಹಾಗೂ ಮಕ್ಕಳಿಗೆ ಪೌಷ್ಟಿಕ ಆಹಾರದ ಮಹತ್ವ ಕುರಿತು ಅರಿವು ಮೂಡಿಸಲಾಯಿತು. ವೈದ್ಯರು, ಆಶಾ ಕಾರ್ಯಕರ್ತೆಯರು ಹಾಗೂ ಆರೋಗ್ಯ ಇಲಾಖೆಯ ಸಿಬ್ಬಂದಿ ಪಾಲ್ಗೊಂಡಿದ್ದರು. ನೂರಕ್ಕೂ ಹೆಚ್ಚು ಮಂದಿ ಶಿಬಿರದ ಪ್ರಯೋಜನ ಪಡೆದರು.: [1106, 1345, 1306, 1423]
section-divider-bar: [36, 1580, 1310, 1584]
story-kicker: ಯುವಕರಿಗೆ ಬಿಡಿಎಸ್‌ಪಿ ಕುರಿತು ಕಾರ್ಯಾಗಾರದಲ್ಲಿ ಸಿದ್ದರಾಜು ಸಲಹೆ: [296, 404, 727, 428]
story-headline: ಸರ್ಕಾರಿ ಸೌಲಭ್ಯ ಸಿಗಲಿ: [972, 444, 1187, 479]
story-body: [972, 496, 1130, 822]
devaraj-story: [296, 1000, 682, 1574]
column-divider: [962, 402, 963, 982]
kiru-item-title: ನಾಳೆ ವಿದ್ಯುತ್: [114, 163, 194, 184]
logo-emblem-icon: [86, 8, 112, 34]
kiru-item-3: [36, 876, 272, 1128]
shirt-print-text: AERO EST: [1247, 1790, 1297, 1800]
page-number: 09: [222, 50, 260, 78]
story-headline: ಸದಸ್ಯರ ವಾರ್ಷಿಕ ಮಹಾಸಭೆ: [614, 95, 812, 120]
story-body: [36, 1668, 206, 1984]
story-body: [614, 126, 978, 248]
story-body-text: ಪ್ರಬಲ ಸಮುದಾಯಗಳ ವಿರೋಧದ ನಡುವೆಯೂ ಹಿಂದುಳಿದ ವರ್ಗಗಳಿಗೆ ಮೀಸಲಾತಿ ಕಲ್ಪಿಸಿದ ಅರಸು ಅವರು ಸಾಮಾಜಿಕ ನ್ಯಾಯದ ಪರ ದಿಟ್ಟ ನಿಲುವು ತಳೆದಿದ್ದರು. ಯುವ ಪೀಳಿಗೆ ಅವರ ಆದರ್ಶಗಳನ್ನು ಮೈಗೂಡಿಸಿಕೊಳ್ಳಬೇಕು ಎಂದು ಕರೆ ನೀಡಿದರು. ಕಾರ್ಯಕ್ರಮದಲ್ಲಿ ತಾಲೂಕು ಆಡಳಿತದ ಅಧಿಕಾರಿಗಳು, ಜನಪ್ರತಿನಿಧಿಗಳು, ವಿವಿಧ ಸಂಘಟನೆಗಳ ಮುಖಂಡರು ಹಾಗೂ ವಿದ್ಯಾರ್ಥಿಗಳು ಪಾಲ್ಗೊಂಡಿದ್ದರು. ಅರಸು ಅವರ ಭಾವಚಿತ್ರಕ್ಕೆ ಪುಷ್ಪನಮನ ಸಲ್ಲಿಸಲಾಯಿತು.: [492, 1051, 682, 1157]
kurubara-story: [682, 1592, 1310, 1992]
story-body-text: ಗ್ರಾಮೀಣ ಪ್ರದೇಶದ ಜನರಿಗೆ ಹೈನುಗಾರಿಕೆ ಕುಟುಂಬ ನಿರ್ವಹಣೆಗೆ ಆರ್ಥಿಕ ಶಕ್ತಿ ನೀಡುತ್ತಿದ್ದು ರೈತರು ಗುಣಮಟ್ಟದ ಹಾಲು ಉತ್ಪಾದಿಸುವ ಮೂಲಕ ಹೆಚ್ಚಿನ ಲಾಭ ಗಳಿಸಬೇಕು ಎಂದು ಮೈಮುಲ್ ನಿರ್ದೇಶಕಿ ನಂದಿನಿ ತಿಳಿಸಿದರು. ತಾಲೂಕಿನ ಹಾಲು ಉತ್ಪಾದಕರ ಸಹಕಾರ ಸಂಘದ 2024-25ನೇ ಸಾಲಿನ ವಾರ್ಷಿಕ ಮಹಾಸಭೆಯಲ್ಲಿ ಮಾತನಾಡಿದರು.: [696, 1045, 892, 1123]
arogya-story: [696, 1300, 1306, 1574]
kiru-item-title: ಅರ್ಜಿ ಆಹ್ವಾನ: [112, 877, 196, 898]
hand-pointer-icon: [42, 94, 104, 152]
dairy-meeting-photo: [904, 1046, 1094, 1150]
row-divider: [696, 1294, 1310, 1295]
story-body: [1106, 1044, 1306, 1284]
kiru-item-text: [36, 1182, 272, 1394]
column-divider: [280, 96, 281, 1574]
guru-story: [36, 1592, 668, 1992]
dateline: ತಿ.ನರಸೀಪುರ:: [36, 905, 76, 915]
weather-widget: [850, 66, 990, 84]
paura-story: [972, 402, 1302, 982]
sadasyara-story: [614, 92, 978, 384]
kiru-item-title: ಪಕ್ಷದಿಂದ ದೂರು: [110, 1157, 198, 1176]
udyama-story: [296, 402, 956, 982]
dateline: ಯಳಂದೂರು:: [36, 1183, 76, 1193]
masthead: [0, 0, 1338, 86]
masthead-weekday: ಶನಿವಾರ: [1155, 8, 1190, 23]
dateline: ಪಿರಿಯಾಪಟ್ಟಣ:: [696, 1045, 740, 1055]
kiru-item-text: [36, 904, 272, 1124]
workshop-banner-text: Day Awareness Programme: [496, 622, 642, 634]
felicitation-photo-caption: ಚುಂಚನಕಟ್ಟೆ ಸಮೀಪದ ಹಾಡ್ಯ ಗ್ರಾಮದಲ್ಲಿನ ಹಾಡ್ಯ ಕೃಷಿ ಪತ್ತಿನ ಸಹಕಾರ ಸಂಘದ 2024-25ನೇ ಸಾಲಿನ ಸರ್ವ ಸದಸ್ಯರ ವಾರ್ಷಿಕ ಮಹಾಸಭೆಯಲ್ಲಿ ವಿದ್ಯಾರ್ಥಿಗಳನ್ನು ಸನ್ಮಾನಿಸಲಾಯಿತು.: [994, 327, 1280, 352]
story-headline: ಪೌರ ಕಾರ್ಮಿಕರಿಗೆ: [972, 404, 1144, 439]
story-headline: ಡಿ.ದೇವರಾಜ ಅರಸು ಸ್ಮರಣೆ: [296, 1003, 544, 1036]
